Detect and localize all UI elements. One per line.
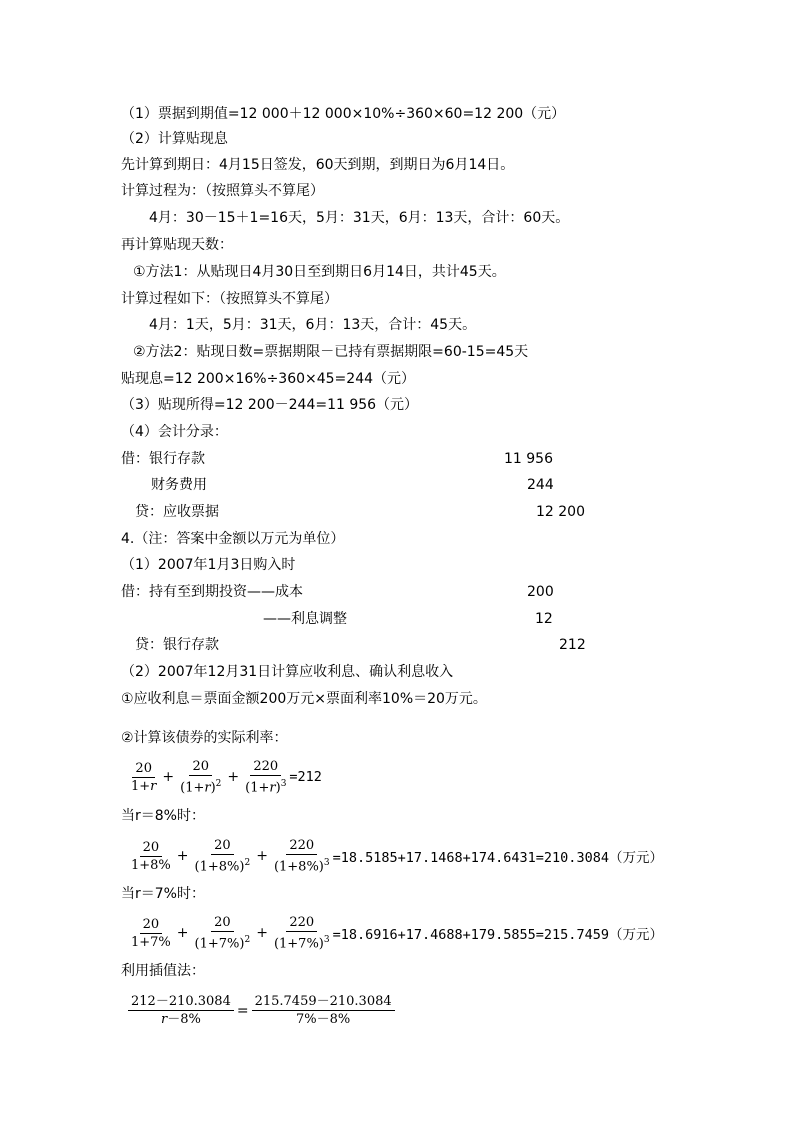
amount: 12 (535, 611, 553, 627)
equation-7pct: $\frac{20}{1+7\%}$ + $\frac{20}{(1+7\%)^2}$ + $\frac{220}{(1+7\%)^3}$ =18.6916+17.4688+179.5855=215.7459（万元） (128, 914, 663, 952)
equation-8pct: $\frac{20}{1+8\%}$ + $\frac{20}{(1+8\%)^2}$ + $\frac{220}{(1+8\%)^3}$ =18.5185+17.1468+174.6431=210.3084（万元） (128, 837, 663, 875)
fraction: $\frac{215.7459-210.3084}{7\%-8\%}$ (252, 993, 395, 1028)
fraction: $\frac{220}{(1+7\%)^3}$ (273, 915, 330, 952)
fraction: $\frac{220}{(1+r)^3}$ (245, 759, 287, 796)
equation-rate: $\frac{20}{1+r}$ + $\frac{20}{(1+r)^2}$ + $\frac{220}{(1+r)^3}$ =212 (128, 758, 322, 796)
fraction: $\frac{20}{1+r}$ (131, 760, 157, 794)
text-line: 4月：1天，5月：31天，6月：13天，合计：45天。 (149, 317, 477, 333)
amount: 244 (527, 477, 554, 493)
fraction: $\frac{220}{(1+8\%)^3}$ (273, 838, 330, 875)
fraction: $\frac{20}{1+7\%}$ (131, 916, 171, 950)
journal-credit: 贷：应收票据 (135, 504, 219, 520)
text-line: 4.（注：答案中金额以万元为单位） (121, 531, 345, 547)
text-line: （2）计算贴现息 (121, 131, 228, 147)
amount: 212 (559, 637, 586, 653)
journal-debit-2: 财务费用 (151, 477, 207, 493)
text-line: （1）票据到期值=12 000＋12 000×10%÷360×60=12 200（元） (121, 106, 566, 122)
text-line: 当r＝8%时： (121, 808, 205, 824)
fraction: $\frac{212-210.3084}{r-8\%}$ (128, 993, 234, 1028)
text-line: 再计算贴现天数： (121, 237, 233, 253)
text-line: 贴现息=12 200×16%÷360×45=244（元） (121, 371, 416, 387)
text-line: 利用插值法： (121, 963, 205, 979)
text-line: ②方法2：贴现日数=票据期限－已持有票据期限=60-15=45天 (133, 344, 529, 360)
journal-debit: 借：银行存款 (121, 451, 205, 467)
journal-debit: 借：持有至到期投资——成本 (121, 584, 303, 600)
amount: 12 200 (536, 504, 585, 520)
text-line: 当r＝7%时： (121, 886, 205, 902)
fraction: $\frac{20}{(1+r)^2}$ (180, 759, 222, 796)
text-line: 计算过程如下：（按照算头不算尾） (121, 291, 338, 307)
journal-debit-sub: ——利息调整 (263, 611, 347, 627)
text-line: ②计算该债券的实际利率： (121, 730, 288, 746)
text-line: ①应收利息＝票面金额200万元×票面利率10%＝20万元。 (121, 691, 487, 707)
equation-interpolation: $\frac{212-210.3084}{r-8\%}$ = $\frac{215.7459-210.3084}{7\%-8\%}$ (128, 993, 395, 1028)
text-line: （2）2007年12月31日计算应收利息、确认利息收入 (121, 664, 454, 680)
fraction: $\frac{20}{1+8\%}$ (131, 839, 171, 873)
text-line: （4）会计分录： (121, 424, 228, 440)
journal-credit: 贷：银行存款 (135, 637, 219, 653)
text-line: （3）贴现所得=12 200－244=11 956（元） (121, 397, 419, 413)
text-line: 先计算到期日：4月15日签发，60天到期，到期日为6月14日。 (121, 157, 515, 173)
text-line: ①方法1：从贴现日4月30日至到期日6月14日，共计45天。 (133, 264, 506, 280)
text-line: 计算过程为：（按照算头不算尾） (121, 183, 324, 199)
amount: 200 (527, 584, 554, 600)
text-line: 4月：30－15＋1=16天，5月：31天，6月：13天，合计：60天。 (149, 210, 570, 226)
fraction: $\frac{20}{(1+8\%)^2}$ (194, 838, 251, 875)
fraction: $\frac{20}{(1+7\%)^2}$ (194, 915, 251, 952)
text-line: （1）2007年1月3日购入时 (121, 557, 296, 573)
amount: 11 956 (504, 451, 553, 467)
